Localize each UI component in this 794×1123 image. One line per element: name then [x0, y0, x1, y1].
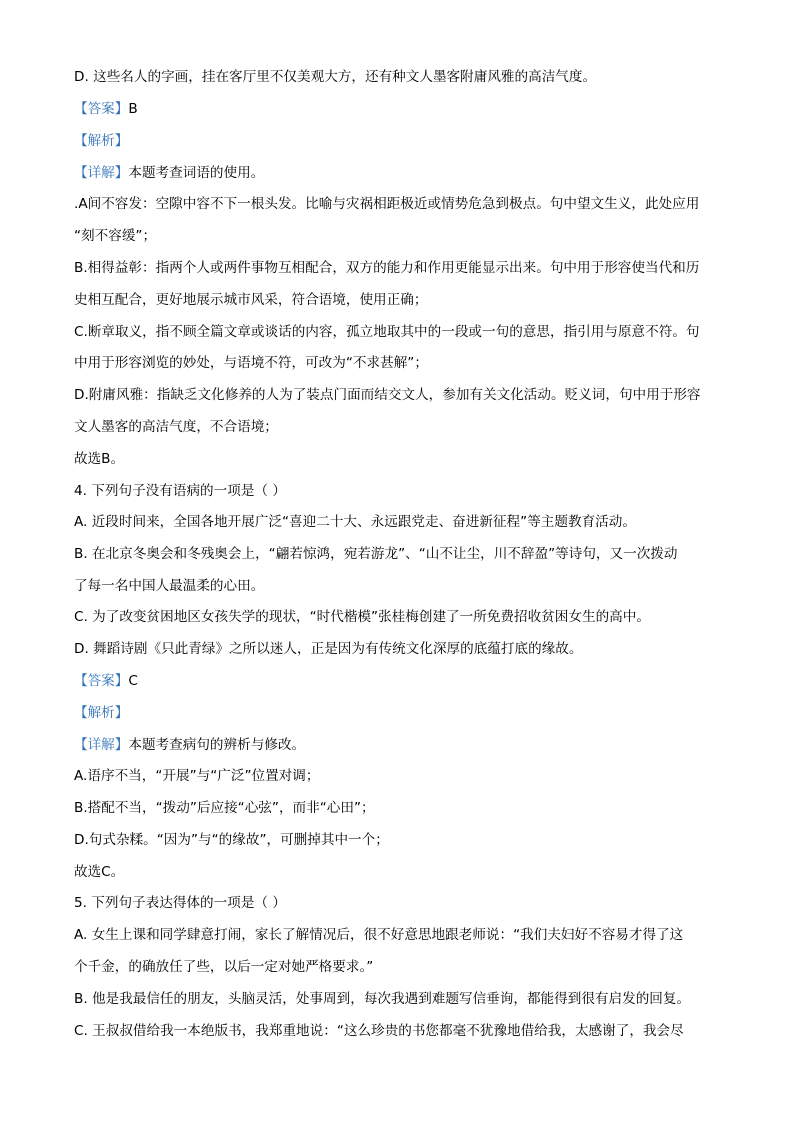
section-label: 【详解】 [74, 165, 129, 181]
text-segment: D.句式杂糅。“因为”与“的缘故”，可删掉其中一个； [74, 832, 389, 848]
text-line [74, 607, 650, 627]
text-line [74, 862, 124, 882]
text-segment: 本题考查病句的辨析与修改。 [128, 737, 306, 753]
text-line [74, 544, 677, 564]
text-line [74, 830, 389, 850]
text-segment: C. 王叔叔借给我一本绝版书，我郑重地说：“这么珍贵的书您都毫不犹豫地借给我，太感谢了，我会尽 [74, 1023, 684, 1039]
text-line [74, 576, 264, 596]
text-segment: 个千金，的确放任了些，以后一定对她严格要求。” [74, 959, 374, 975]
text-segment: B [128, 101, 138, 117]
text-line [74, 957, 373, 977]
text-segment: 故选B。 [74, 451, 125, 467]
text-line [74, 481, 286, 501]
section-label: 【答案】 [74, 673, 129, 689]
text-segment: C.断章取义，指不顾全篇文章或谈话的内容，孤立地取其中的一段或一句的意思，指引用与原意不符。句 [74, 324, 700, 340]
text-segment: 5. 下列句子表达得体的一项是（ ） [74, 895, 286, 911]
text-segment: B.相得益彰：指两个人或两件事物互相配合，双方的能力和作用更能显示出来。句中用于形容使当代和历 [74, 260, 700, 276]
text-line [74, 798, 375, 818]
text-line [74, 131, 128, 151]
text-segment: A. 近段时间来，全国各地开展广泛“喜迎二十大、永远跟党走、奋进新征程”等主题教育活动。 [74, 514, 636, 530]
section-label: 【详解】 [74, 737, 129, 753]
text-line [74, 449, 124, 469]
text-line [74, 703, 128, 723]
text-segment: D. 舞蹈诗剧《只此青绿》之所以迷人，正是因为有传统文化深厚的底蕴打底的缘故。 [74, 641, 583, 657]
text-line [74, 322, 700, 342]
text-segment: 文人墨客的高洁气度，不合语境； [74, 419, 278, 435]
text-line [74, 1021, 684, 1041]
text-segment: D. 这些名人的字画，挂在客厅里不仅美观大方，还有种文人墨客附庸风雅的高洁气度。 [74, 69, 597, 85]
text-segment: B. 在北京冬奥会和冬残奥会上，“翩若惊鸿，宛若游龙”、“山不让尘，川不辞盈”等诗句，又一次拨动 [74, 546, 678, 562]
text-line [74, 385, 701, 405]
text-line [74, 893, 286, 913]
text-segment: 中用于形容浏览的妙处，与语境不符，可改为“不求甚解”； [74, 355, 428, 371]
text-line [74, 512, 636, 532]
text-segment: 故选C。 [74, 864, 125, 880]
text-line [74, 766, 319, 786]
text-line [74, 989, 690, 1009]
text-segment: 本题考查词语的使用。 [128, 165, 265, 181]
text-line [74, 258, 699, 278]
text-line [74, 290, 427, 310]
text-segment: “刻不容缓”； [74, 228, 157, 244]
text-line [74, 353, 428, 373]
text-line [74, 163, 264, 183]
text-line [74, 735, 305, 755]
text-segment: C. 为了改变贫困地区女孩失学的现状，“时代楷模”张桂梅创建了一所免费招收贫困女生的高中。 [74, 609, 650, 625]
text-segment: A. 女生上课和同学肆意打闹，家长了解情况后，很不好意思地跟老师说：“我们夫妇好不容易才得了这 [74, 927, 684, 943]
text-segment: D.附庸风雅：指缺乏文化修养的人为了装点门面而结交文人，参加有关文化活动。贬义词，句中用于形容 [74, 387, 701, 403]
text-line [74, 67, 596, 87]
text-segment: B. 他是我最信任的朋友，头脑灵活，处事周到，每次我遇到难题写信垂询，都能得到很有启发的回复。 [74, 991, 691, 1007]
text-line [74, 99, 138, 119]
section-label: 【解析】 [74, 133, 129, 149]
text-line [74, 226, 156, 246]
section-label: 【答案】 [74, 101, 129, 117]
text-line [74, 417, 278, 437]
text-segment: 4. 下列句子没有语病的一项是（ ） [74, 483, 286, 499]
section-label: 【解析】 [74, 705, 129, 721]
text-segment: .A间不容发：空隙中容不下一根头发。比喻与灾祸相距极近或情势危急到极点。句中望文生义，此处应用 [74, 196, 700, 212]
text-line [74, 925, 683, 945]
text-line [74, 671, 138, 691]
text-line [74, 194, 699, 214]
text-line [74, 639, 582, 659]
text-segment: 了每一名中国人最温柔的心田。 [74, 578, 265, 594]
text-segment: 史相互配合，更好地展示城市风采，符合语境，使用正确； [74, 292, 428, 308]
text-segment: C [128, 673, 138, 689]
text-segment: A.语序不当，“开展”与“广泛”位置对调； [74, 768, 320, 784]
text-segment: B.搭配不当，“拨动”后应接“心弦”，而非“心田”； [74, 800, 375, 816]
